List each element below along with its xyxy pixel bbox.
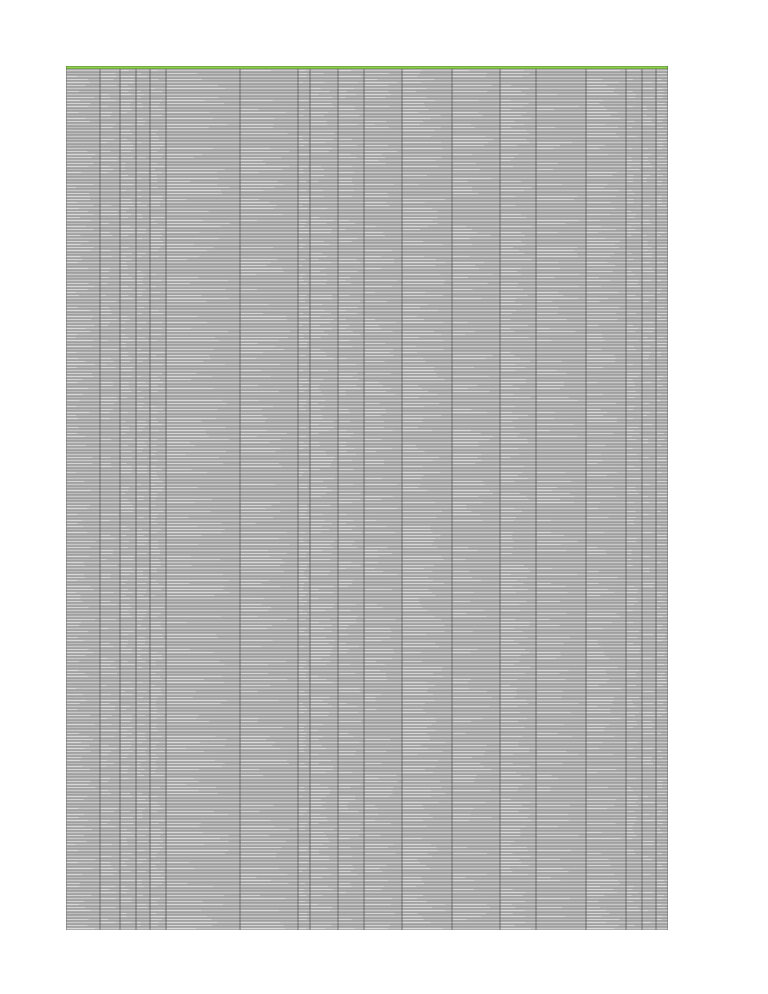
- table-row: [66, 528, 668, 531]
- table-row: [66, 570, 668, 573]
- table-row: [66, 795, 668, 798]
- table-row: [66, 231, 668, 234]
- table-row: [66, 435, 668, 438]
- table-row: [66, 801, 668, 804]
- table-row: [66, 615, 668, 618]
- table-row: [66, 585, 668, 588]
- table-row: [66, 543, 668, 546]
- table-row: [66, 819, 668, 822]
- table-row: [66, 762, 668, 765]
- table-row: [66, 705, 668, 708]
- table-row: [66, 555, 668, 558]
- table-row: [66, 99, 668, 102]
- table-row: [66, 672, 668, 675]
- table-row: [66, 81, 668, 84]
- table-row: [66, 141, 668, 144]
- table-row: [66, 648, 668, 651]
- table-row: [66, 72, 668, 75]
- table-row: [66, 510, 668, 513]
- table-row: [66, 621, 668, 624]
- table-row: [66, 564, 668, 567]
- table-row: [66, 918, 668, 921]
- table-row: [66, 306, 668, 309]
- table-row: [66, 600, 668, 603]
- table-row: [66, 369, 668, 372]
- table-row: [66, 591, 668, 594]
- table-row: [66, 744, 668, 747]
- table-row: [66, 603, 668, 606]
- table-row: [66, 597, 668, 600]
- table-row: [66, 492, 668, 495]
- table-row: [66, 300, 668, 303]
- table-row: [66, 786, 668, 789]
- table-row: [66, 828, 668, 831]
- table-row: [66, 159, 668, 162]
- table-row: [66, 759, 668, 762]
- table-row: [66, 522, 668, 525]
- table-row: [66, 441, 668, 444]
- table-row: [66, 498, 668, 501]
- table-row: [66, 186, 668, 189]
- table-row: [66, 399, 668, 402]
- table-row: [66, 633, 668, 636]
- table-row: [66, 174, 668, 177]
- table-row: [66, 453, 668, 456]
- table-row: [66, 393, 668, 396]
- table-row: [66, 846, 668, 849]
- table-row: [66, 447, 668, 450]
- table-row: [66, 204, 668, 207]
- table-row: [66, 339, 668, 342]
- table-row: [66, 279, 668, 282]
- table-row: [66, 489, 668, 492]
- table-row: [66, 336, 668, 339]
- table-row: [66, 414, 668, 417]
- table-row: [66, 594, 668, 597]
- table-row: [66, 915, 668, 918]
- table-row: [66, 225, 668, 228]
- table-row: [66, 303, 668, 306]
- table-row: [66, 207, 668, 210]
- table-row: [66, 471, 668, 474]
- table-row: [66, 663, 668, 666]
- table-row: [66, 363, 668, 366]
- table-row: [66, 366, 668, 369]
- table-row: [66, 456, 668, 459]
- table-row: [66, 876, 668, 879]
- table-row: [66, 147, 668, 150]
- table-row: [66, 270, 668, 273]
- table-row: [66, 897, 668, 900]
- table-row: [66, 429, 668, 432]
- table-row: [66, 645, 668, 648]
- table-row: [66, 606, 668, 609]
- table-row: [66, 753, 668, 756]
- table-row: [66, 345, 668, 348]
- table-row: [66, 468, 668, 471]
- table-row: [66, 405, 668, 408]
- table-row: [66, 360, 668, 363]
- table-row: [66, 162, 668, 165]
- table-row: [66, 210, 668, 213]
- table-row: [66, 117, 668, 120]
- table-row: [66, 129, 668, 132]
- table-row: [66, 768, 668, 771]
- table-row: [66, 288, 668, 291]
- table-row: [66, 729, 668, 732]
- table-row: [66, 474, 668, 477]
- table-row: [66, 330, 668, 333]
- table-row: [66, 228, 668, 231]
- table-row: [66, 462, 668, 465]
- table-row: [66, 177, 668, 180]
- table-row: [66, 249, 668, 252]
- table-row: [66, 108, 668, 111]
- table-row: [66, 198, 668, 201]
- table-row: [66, 783, 668, 786]
- table-row: [66, 780, 668, 783]
- table-row: [66, 504, 668, 507]
- table-row: [66, 297, 668, 300]
- table-row: [66, 675, 668, 678]
- table-row: [66, 486, 668, 489]
- table-row: [66, 924, 668, 927]
- table-row: [66, 90, 668, 93]
- table-row: [66, 843, 668, 846]
- table-row: [66, 579, 668, 582]
- table-row: [66, 870, 668, 873]
- table-row: [66, 120, 668, 123]
- table-row: [66, 612, 668, 615]
- table-row: [66, 834, 668, 837]
- table-row: [66, 444, 668, 447]
- table-row: [66, 348, 668, 351]
- table-row: [66, 351, 668, 354]
- table-row: [66, 219, 668, 222]
- table-row: [66, 549, 668, 552]
- table-row: [66, 276, 668, 279]
- table-row: [66, 237, 668, 240]
- table-row: [66, 627, 668, 630]
- table-row: [66, 702, 668, 705]
- table-row: [66, 537, 668, 540]
- table-row: [66, 396, 668, 399]
- table-row: [66, 651, 668, 654]
- table-row: [66, 531, 668, 534]
- table-row: [66, 411, 668, 414]
- table-row: [66, 792, 668, 795]
- table-row: [66, 408, 668, 411]
- table-row: [66, 264, 668, 267]
- table-row: [66, 660, 668, 663]
- table-row: [66, 426, 668, 429]
- table-row: [66, 342, 668, 345]
- table-row: [66, 777, 668, 780]
- table-row: [66, 111, 668, 114]
- table-row: [66, 69, 668, 72]
- table-row: [66, 888, 668, 891]
- table-row: [66, 144, 668, 147]
- table-row: [66, 417, 668, 420]
- table-row: [66, 402, 668, 405]
- table-row: [66, 567, 668, 570]
- table-row: [66, 906, 668, 909]
- table-row: [66, 114, 668, 117]
- table-row: [66, 921, 668, 924]
- table-row: [66, 375, 668, 378]
- table-row: [66, 573, 668, 576]
- table-row: [66, 687, 668, 690]
- table-row: [66, 588, 668, 591]
- table-row: [66, 282, 668, 285]
- table-row: [66, 684, 668, 687]
- table-row: [66, 639, 668, 642]
- table-row: [66, 294, 668, 297]
- table-row: [66, 267, 668, 270]
- table-row: [66, 222, 668, 225]
- table-row: [66, 150, 668, 153]
- table-row: [66, 513, 668, 516]
- table-row: [66, 618, 668, 621]
- table-row: [66, 477, 668, 480]
- table-row: [66, 93, 668, 96]
- table-row: [66, 84, 668, 87]
- table-row: [66, 201, 668, 204]
- table-row: [66, 882, 668, 885]
- table-row: [66, 561, 668, 564]
- table-row: [66, 822, 668, 825]
- table-row: [66, 927, 668, 930]
- table-row: [66, 774, 668, 777]
- table-row: [66, 726, 668, 729]
- table-row: [66, 138, 668, 141]
- table-row: [66, 87, 668, 90]
- table-row: [66, 765, 668, 768]
- table-row: [66, 708, 668, 711]
- table-row: [66, 891, 668, 894]
- table-row: [66, 624, 668, 627]
- table-row: [66, 78, 668, 81]
- table-row: [66, 582, 668, 585]
- table-row: [66, 885, 668, 888]
- table-row: [66, 501, 668, 504]
- table-row: [66, 699, 668, 702]
- table-row: [66, 723, 668, 726]
- table-row: [66, 309, 668, 312]
- table-row: [66, 798, 668, 801]
- table-row: [66, 432, 668, 435]
- table-row: [66, 552, 668, 555]
- table-row: [66, 372, 668, 375]
- table-row: [66, 873, 668, 876]
- table-row: [66, 327, 668, 330]
- table-row: [66, 378, 668, 381]
- table-row: [66, 669, 668, 672]
- table-row: [66, 516, 668, 519]
- table-row: [66, 807, 668, 810]
- table-row: [66, 609, 668, 612]
- table-row: [66, 240, 668, 243]
- table-row: [66, 261, 668, 264]
- table-row: [66, 855, 668, 858]
- table-row: [66, 354, 668, 357]
- table-row: [66, 459, 668, 462]
- table-row: [66, 813, 668, 816]
- table-row: [66, 384, 668, 387]
- table-row: [66, 717, 668, 720]
- table-row: [66, 654, 668, 657]
- table-row: [66, 387, 668, 390]
- table-row: [66, 858, 668, 861]
- table-row: [66, 156, 668, 159]
- table-row: [66, 171, 668, 174]
- table-row: [66, 831, 668, 834]
- table-row: [66, 255, 668, 258]
- table-row: [66, 852, 668, 855]
- table-row: [66, 840, 668, 843]
- table-row: [66, 879, 668, 882]
- table-row: [66, 558, 668, 561]
- table-row: [66, 183, 668, 186]
- table-row: [66, 390, 668, 393]
- table-row: [66, 642, 668, 645]
- table-row: [66, 900, 668, 903]
- table-row: [66, 681, 668, 684]
- table-row: [66, 123, 668, 126]
- table-row: [66, 321, 668, 324]
- table-row: [66, 711, 668, 714]
- table-row: [66, 696, 668, 699]
- table-row: [66, 195, 668, 198]
- table-row: [66, 747, 668, 750]
- table-row: [66, 894, 668, 897]
- table-row: [66, 423, 668, 426]
- table-row: [66, 693, 668, 696]
- table-row: [66, 534, 668, 537]
- table-row: [66, 804, 668, 807]
- table-row: [66, 333, 668, 336]
- table-row: [66, 216, 668, 219]
- table-row: [66, 546, 668, 549]
- table-row: [66, 192, 668, 195]
- table-row: [66, 666, 668, 669]
- table-row: [66, 96, 668, 99]
- table-row: [66, 789, 668, 792]
- table-row: [66, 324, 668, 327]
- table-row: [66, 450, 668, 453]
- table-row: [66, 576, 668, 579]
- table-row: [66, 525, 668, 528]
- table-row: [66, 189, 668, 192]
- table-row: [66, 810, 668, 813]
- table-row: [66, 273, 668, 276]
- table-row: [66, 741, 668, 744]
- table-row: [66, 657, 668, 660]
- table-row: [66, 381, 668, 384]
- table-row: [66, 234, 668, 237]
- table-row: [66, 318, 668, 321]
- table-row: [66, 636, 668, 639]
- table-row: [66, 678, 668, 681]
- table-row: [66, 540, 668, 543]
- table-row: [66, 132, 668, 135]
- table-row: [66, 135, 668, 138]
- table-row: [66, 903, 668, 906]
- table-row: [66, 714, 668, 717]
- data-table: [66, 69, 668, 930]
- table-row: [66, 495, 668, 498]
- table-row: [66, 861, 668, 864]
- table-row: [66, 252, 668, 255]
- table-row: [66, 246, 668, 249]
- table-row: [66, 165, 668, 168]
- table-row: [66, 735, 668, 738]
- table-row: [66, 153, 668, 156]
- table-row: [66, 909, 668, 912]
- table-row: [66, 180, 668, 183]
- table-row: [66, 102, 668, 105]
- table-row: [66, 438, 668, 441]
- table-row: [66, 849, 668, 852]
- table-row: [66, 75, 668, 78]
- table-row: [66, 720, 668, 723]
- table-row: [66, 420, 668, 423]
- table-row: [66, 243, 668, 246]
- table-row: [66, 630, 668, 633]
- table-row: [66, 315, 668, 318]
- table-row: [66, 507, 668, 510]
- table-row: [66, 690, 668, 693]
- table-row: [66, 312, 668, 315]
- table-row: [66, 825, 668, 828]
- table-row: [66, 756, 668, 759]
- table-row: [66, 750, 668, 753]
- table-row: [66, 519, 668, 522]
- table-row: [66, 771, 668, 774]
- table-row: [66, 126, 668, 129]
- table-row: [66, 732, 668, 735]
- table-row: [66, 213, 668, 216]
- table-row: [66, 837, 668, 840]
- table-row: [66, 483, 668, 486]
- table-row: [66, 912, 668, 915]
- table-row: [66, 867, 668, 870]
- table-row: [66, 357, 668, 360]
- table-row: [66, 258, 668, 261]
- table-row: [66, 105, 668, 108]
- table-row: [66, 864, 668, 867]
- table-row: [66, 465, 668, 468]
- table-row: [66, 480, 668, 483]
- table-row: [66, 738, 668, 741]
- table-row: [66, 168, 668, 171]
- table-row: [66, 816, 668, 819]
- table-row: [66, 291, 668, 294]
- table-row: [66, 285, 668, 288]
